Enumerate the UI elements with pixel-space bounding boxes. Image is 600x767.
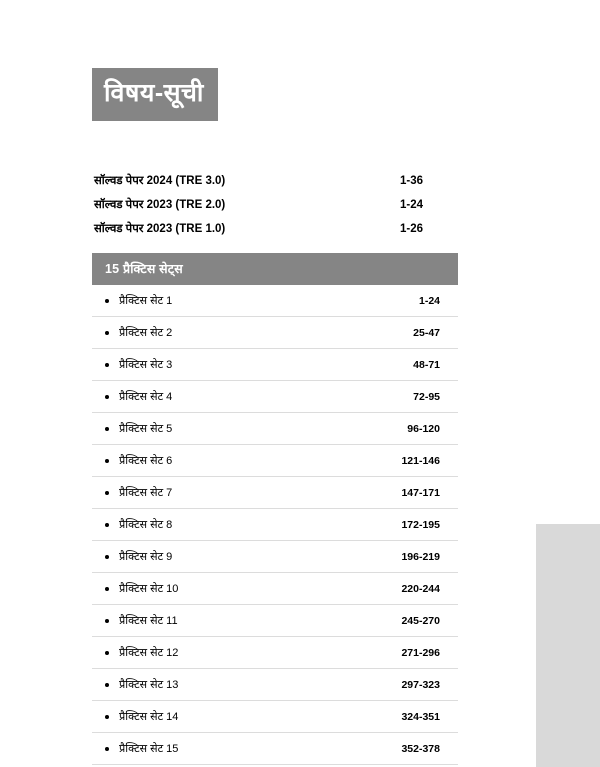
list-item-pages: 1-24 — [418, 294, 440, 307]
list-item[interactable] — [92, 285, 458, 317]
list-item-pages: 25-47 — [413, 326, 440, 339]
list-item-pages: 96-120 — [407, 422, 440, 435]
bullet-icon — [105, 363, 109, 367]
list-item[interactable] — [92, 669, 458, 701]
list-item[interactable] — [92, 477, 458, 509]
list-item[interactable] — [92, 541, 458, 573]
bullet-icon — [105, 395, 109, 399]
list-item-pages: 352-378 — [401, 742, 440, 755]
toc-entry[interactable] — [92, 193, 458, 217]
toc-entry-pages: 1-26 — [399, 223, 423, 235]
list-item-label: प्रैक्टिस सेट 5 — [119, 423, 173, 435]
bullet-icon — [105, 459, 109, 463]
practice-sets-list — [92, 285, 458, 765]
list-item-label: प्रैक्टिस सेट 6 — [119, 455, 173, 467]
toc-entry-pages: 1-24 — [399, 199, 423, 211]
list-item[interactable] — [92, 381, 458, 413]
list-item[interactable] — [92, 573, 458, 605]
list-item-pages: 172-195 — [401, 518, 440, 531]
list-item[interactable] — [92, 445, 458, 477]
bullet-icon — [105, 747, 109, 751]
list-item-pages: 72-95 — [413, 390, 440, 403]
bullet-icon — [105, 331, 109, 335]
toc-entry-label: सॉल्वड पेपर 2023 (TRE 2.0) — [94, 199, 226, 211]
toc-entry-label: सॉल्वड पेपर 2023 (TRE 1.0) — [94, 223, 226, 235]
list-item[interactable] — [92, 413, 458, 445]
bullet-icon — [105, 427, 109, 431]
list-item-label: प्रैक्टिस सेट 8 — [119, 519, 173, 531]
list-item[interactable] — [92, 509, 458, 541]
list-item[interactable] — [92, 701, 458, 733]
list-item-pages: 196-219 — [401, 550, 440, 563]
list-item-label: प्रैक्टिस सेट 14 — [119, 711, 179, 723]
list-item-label: प्रैक्टिस सेट 12 — [119, 647, 179, 659]
list-item-label: प्रैक्टिस सेट 10 — [119, 583, 179, 595]
list-item-label: प्रैक्टिस सेट 1 — [119, 295, 173, 307]
toc-entry[interactable] — [92, 169, 458, 193]
list-item[interactable] — [92, 317, 458, 349]
page-title: विषय-सूची — [92, 68, 218, 121]
bullet-icon — [105, 651, 109, 655]
list-item[interactable] — [92, 349, 458, 381]
bullet-icon — [105, 491, 109, 495]
list-item-label: प्रैक्टिस सेट 9 — [119, 551, 173, 563]
table-of-contents — [92, 68, 458, 765]
list-item[interactable] — [92, 637, 458, 669]
page-edge-decoration — [536, 524, 600, 767]
list-item-label: प्रैक्टिस सेट 2 — [119, 327, 173, 339]
bullet-icon — [105, 683, 109, 687]
list-item-pages: 48-71 — [413, 358, 440, 371]
list-item-pages: 245-270 — [401, 614, 440, 627]
list-item-label: प्रैक्टिस सेट 13 — [119, 679, 179, 691]
toc-entry-label: सॉल्वड पेपर 2024 (TRE 3.0) — [94, 175, 226, 187]
list-item-pages: 297-323 — [401, 678, 440, 691]
bullet-icon — [105, 587, 109, 591]
solved-papers-list — [92, 169, 458, 241]
list-item-label: प्रैक्टिस सेट 15 — [119, 743, 179, 755]
list-item-label: प्रैक्टिस सेट 7 — [119, 487, 173, 499]
list-item-label: प्रैक्टिस सेट 4 — [119, 391, 173, 403]
list-item[interactable] — [92, 605, 458, 637]
bullet-icon — [105, 523, 109, 527]
list-item-label: प्रैक्टिस सेट 3 — [119, 359, 173, 371]
bullet-icon — [105, 619, 109, 623]
bullet-icon — [105, 715, 109, 719]
list-item-pages: 220-244 — [401, 582, 440, 595]
list-item-pages: 147-171 — [401, 486, 440, 499]
bullet-icon — [105, 299, 109, 303]
list-item[interactable] — [92, 733, 458, 765]
toc-entry-pages: 1-36 — [399, 175, 423, 187]
bullet-icon — [105, 555, 109, 559]
section-heading: 15 प्रैक्टिस सेट्स — [92, 253, 458, 285]
toc-entry[interactable] — [92, 217, 458, 241]
list-item-pages: 271-296 — [401, 646, 440, 659]
list-item-pages: 324-351 — [401, 710, 440, 723]
list-item-pages: 121-146 — [401, 454, 440, 467]
list-item-label: प्रैक्टिस सेट 11 — [119, 615, 178, 627]
